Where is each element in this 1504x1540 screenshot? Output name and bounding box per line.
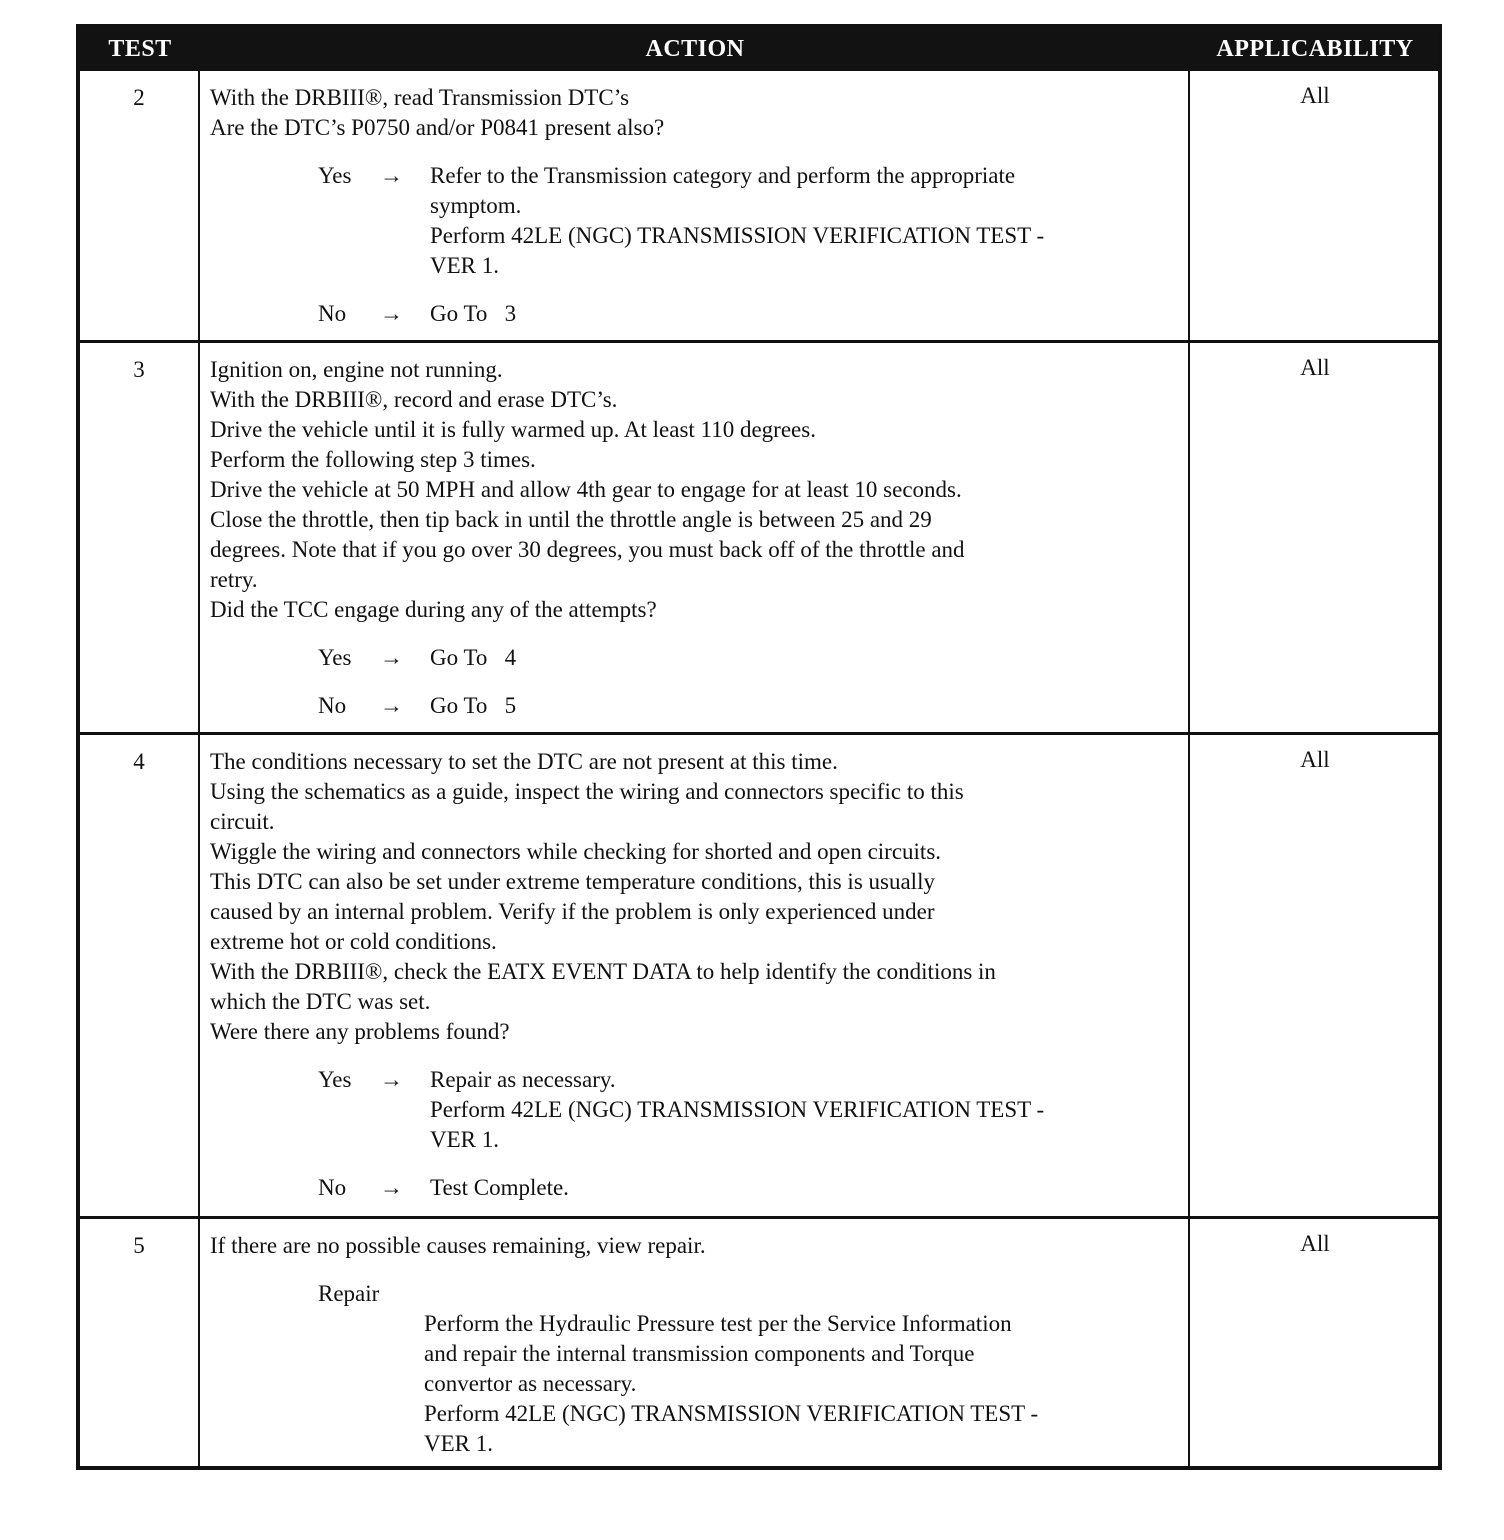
action-line: degrees. Note that if you go over 30 degrees, you must back off of the throttle and <box>210 537 965 562</box>
arrow-icon: → <box>380 301 403 326</box>
action-cell <box>200 343 1190 732</box>
yes-branch <box>210 1065 1180 1155</box>
header-applicability: APPLICABILITY <box>1216 36 1414 62</box>
action-line: Perform the following step 3 times. <box>210 447 536 472</box>
repair-line: convertor as necessary. <box>424 1371 637 1396</box>
action-line: Drive the vehicle at 50 MPH and allow 4th gear to engage for at least 10 seconds. <box>210 477 962 502</box>
yes-text: Go To 4 <box>430 645 517 670</box>
action-line: With the DRBIII®, read Transmission DTC’s <box>210 85 630 110</box>
action-line: With the DRBIII®, check the EATX EVENT DATA to help identify the conditions in <box>210 959 996 984</box>
action-line: caused by an internal problem. Verify if the problem is only experienced under <box>210 899 935 924</box>
table-header <box>80 28 1438 68</box>
action-line: Using the schematics as a guide, inspect the wiring and connectors specific to this <box>210 779 964 804</box>
table-row-test-4 <box>80 732 1438 1216</box>
applicability-cell: All <box>1300 747 1330 772</box>
yes-line: Refer to the Transmission category and perform the appropriate <box>430 163 1016 188</box>
table-row-test-2 <box>80 68 1438 340</box>
yes-branch <box>210 161 1180 281</box>
no-text: Go To 5 <box>430 693 517 718</box>
action-cell <box>200 71 1190 340</box>
arrow-icon: → <box>380 1175 403 1200</box>
action-line: which the DTC was set. <box>210 989 431 1014</box>
applicability-cell: All <box>1300 1231 1330 1256</box>
action-line: extreme hot or cold conditions. <box>210 929 497 954</box>
no-label: No <box>318 693 347 718</box>
no-label: No <box>318 1175 347 1200</box>
repair-body <box>210 1309 1180 1459</box>
test-number: 3 <box>80 343 200 732</box>
no-branch <box>210 691 1180 721</box>
action-line: This DTC can also be set under extreme temperature conditions, this is usually <box>210 869 935 894</box>
repair-line: Perform 42LE (NGC) TRANSMISSION VERIFICATION TEST - <box>424 1401 1039 1426</box>
test-number: 2 <box>80 71 200 340</box>
yes-line: Perform 42LE (NGC) TRANSMISSION VERIFICATION TEST - <box>430 223 1045 248</box>
table-row-test-3 <box>80 340 1438 732</box>
header-test: TEST <box>108 36 172 62</box>
repair-label: Repair <box>318 1281 380 1306</box>
yes-line: Repair as necessary. <box>430 1067 616 1092</box>
action-line: retry. <box>210 567 258 592</box>
applicability-cell: All <box>1300 355 1330 380</box>
no-text: Go To 3 <box>430 301 517 326</box>
arrow-icon: → <box>380 163 403 188</box>
yes-label: Yes <box>318 1067 352 1092</box>
yes-line: Perform 42LE (NGC) TRANSMISSION VERIFICATION TEST - <box>430 1097 1045 1122</box>
no-text: Test Complete. <box>430 1175 569 1200</box>
table-row-test-5 <box>80 1216 1438 1466</box>
action-line: Wiggle the wiring and connectors while checking for shorted and open circuits. <box>210 839 942 864</box>
repair-line: Perform the Hydraulic Pressure test per the Service Information <box>424 1311 1012 1336</box>
action-line: Did the TCC engage during any of the attempts? <box>210 597 657 622</box>
test-number: 4 <box>80 735 200 1216</box>
action-line: Close the throttle, then tip back in until the throttle angle is between 25 and 29 <box>210 507 932 532</box>
action-line: If there are no possible causes remaining, view repair. <box>210 1233 706 1258</box>
action-line: With the DRBIII®, record and erase DTC’s. <box>210 387 618 412</box>
diagnostic-table <box>76 24 1442 1470</box>
header-action: ACTION <box>645 36 745 62</box>
action-cell <box>200 1219 1190 1466</box>
test-number: 5 <box>80 1219 200 1466</box>
repair-line: VER 1. <box>424 1431 493 1456</box>
action-line: Ignition on, engine not running. <box>210 357 503 382</box>
arrow-icon: → <box>380 645 403 670</box>
arrow-icon: → <box>380 1067 403 1092</box>
action-line: The conditions necessary to set the DTC are not present at this time. <box>210 749 838 774</box>
action-line: Are the DTC’s P0750 and/or P0841 present also? <box>210 115 665 140</box>
repair-line: and repair the internal transmission components and Torque <box>424 1341 975 1366</box>
no-label: No <box>318 301 347 326</box>
yes-line: symptom. <box>430 193 522 218</box>
applicability-cell: All <box>1300 83 1330 108</box>
no-branch <box>210 299 1180 329</box>
yes-label: Yes <box>318 645 352 670</box>
yes-label: Yes <box>318 163 352 188</box>
yes-line: VER 1. <box>430 253 499 278</box>
yes-branch <box>210 643 1180 673</box>
no-branch <box>210 1173 1180 1203</box>
action-cell <box>200 735 1190 1216</box>
yes-line: VER 1. <box>430 1127 499 1152</box>
action-line: circuit. <box>210 809 275 834</box>
arrow-icon: → <box>380 693 403 718</box>
action-line: Were there any problems found? <box>210 1019 510 1044</box>
action-line: Drive the vehicle until it is fully warmed up. At least 110 degrees. <box>210 417 816 442</box>
